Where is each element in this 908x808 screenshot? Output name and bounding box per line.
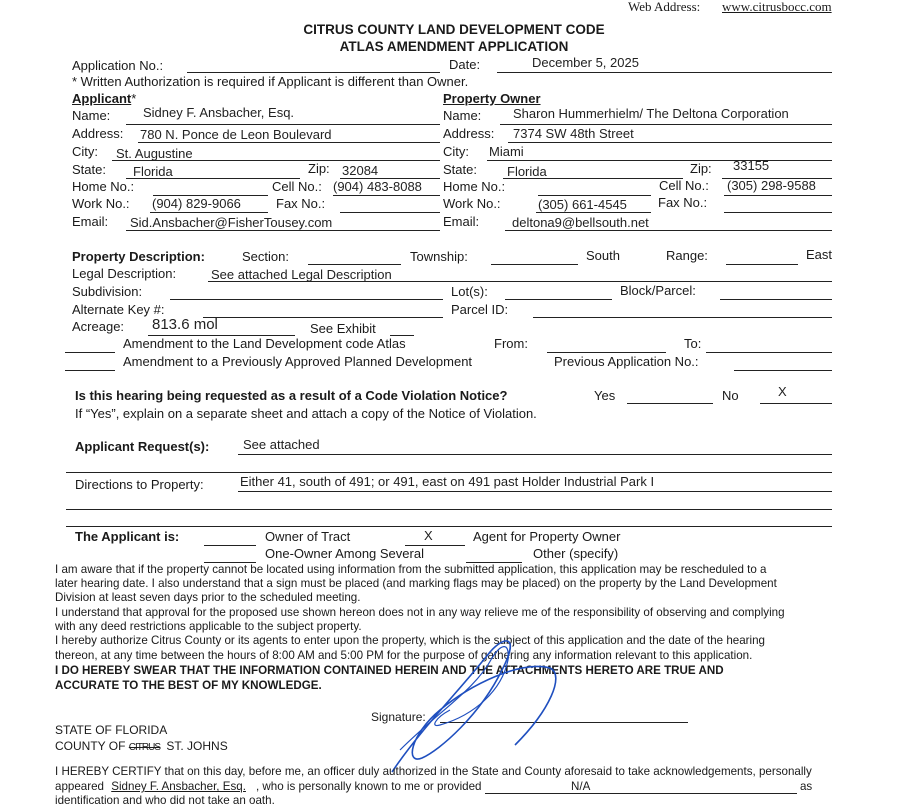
applicant-name-field[interactable] (126, 124, 440, 125)
violation-note: If “Yes”, explain on a separate sheet and attach a copy of the Notice of Violation. (75, 406, 537, 421)
lots-field[interactable] (505, 299, 612, 300)
applicant-work-value: (904) 829-9066 (152, 196, 241, 211)
owner-address-field[interactable] (508, 142, 832, 143)
applicant-request-label: Applicant Request(s): (75, 439, 210, 454)
township-direction: South (586, 248, 620, 263)
violation-no-label: No (722, 388, 739, 403)
form-title: CITRUS COUNTY LAND DEVELOPMENT CODE (303, 22, 605, 37)
block-parcel-field[interactable] (720, 299, 832, 300)
appeared-label: appeared (55, 780, 104, 793)
statement-line: I hereby authorize Citrus County or its agents to enter upon the property, which is the subject of this application and the date of the hearing (55, 634, 766, 647)
applicant-heading-text: Applicant (72, 91, 132, 106)
applicant-state-value: Florida (133, 164, 173, 179)
county-label: COUNTY OF (55, 739, 126, 753)
previous-application-label: Previous Application No.: (554, 354, 699, 369)
statement-line: I understand that approval for the proposed use shown hereon does not in any way relieve me of the responsibility of observing and complying (55, 606, 785, 619)
owner-cell-label: Cell No.: (659, 178, 709, 193)
applicant-request-field[interactable] (238, 454, 832, 455)
statement-line: thereon, at any time between the hours of 8:00 AM and 5:00 PM for the purpose of gathering any information relevant to this application. (55, 649, 753, 662)
applicant-zip-label: Zip: (308, 161, 330, 176)
applicant-city-value: St. Augustine (116, 146, 193, 161)
property-description-heading: Property Description: (72, 249, 205, 264)
applicant-city-label: City: (72, 144, 98, 159)
applicant-state-label: State: (72, 162, 106, 177)
range-direction: East (806, 247, 833, 262)
owner-zip-value: 33155 (733, 158, 770, 173)
owner-heading: Property Owner (443, 91, 541, 106)
as-text: as (799, 780, 813, 793)
amend-pd-label: Amendment to a Previously Approved Planned Development (123, 354, 473, 369)
oath-line: I DO HEREBY SWEAR THAT THE INFORMATION CONTAINED HEREIN AND THE ATTACHMENTS HERETO ARE TRUE AND (55, 664, 724, 677)
owner-fax-label: Fax No.: (658, 195, 708, 210)
parcel-id-field[interactable] (533, 317, 832, 318)
owner-zip-label: Zip: (690, 161, 712, 176)
date-field[interactable] (497, 72, 832, 73)
county-struck: CITRUS (128, 742, 161, 753)
owner-name-field[interactable] (500, 124, 832, 125)
amend-pd-checkbox[interactable] (65, 370, 115, 371)
directions-line-2[interactable] (66, 509, 832, 510)
one-owner-label: One-Owner Among Several (265, 546, 424, 561)
applicant-address-label: Address: (72, 126, 124, 141)
county-value: ST. JOHNS (166, 739, 228, 753)
directions-field[interactable] (238, 491, 832, 492)
applicant-email-label: Email: (72, 214, 109, 229)
applicant-request-line-2[interactable] (66, 472, 832, 473)
agent-mark: X (424, 528, 433, 543)
applicant-cell-value: (904) 483-8088 (333, 179, 422, 194)
amend-atlas-checkbox[interactable] (65, 352, 115, 353)
owner-cell-field[interactable] (724, 195, 832, 196)
directions-value: Either 41, south of 491; or 491, east on 491 past Holder Industrial Park I (240, 474, 655, 489)
owner-name-value: Sharon Hummerhielm/ The Deltona Corporation (513, 106, 789, 121)
applicant-is-label: The Applicant is: (75, 529, 180, 544)
range-label: Range: (666, 248, 708, 263)
section-label: Section: (242, 249, 289, 264)
applicant-fax-field[interactable] (340, 212, 440, 213)
applicant-name-label: Name: (72, 108, 111, 123)
date-label: Date: (449, 57, 481, 72)
section-field[interactable] (308, 264, 401, 265)
agent-label: Agent for Property Owner (473, 529, 621, 544)
subdivision-field[interactable] (170, 299, 443, 300)
owner-home-label: Home No.: (443, 179, 506, 194)
statement-line: later hearing date. I also understand that a sign must be placed (and marking flags may be placed) on the property by the Land Development (55, 577, 777, 590)
statement-line: I am aware that if the property cannot be located using information from the submitted application, this application may be rescheduled to a (55, 563, 767, 576)
signature-label: Signature: (371, 710, 426, 724)
violation-no-field[interactable] (760, 403, 832, 404)
applicant-fax-label: Fax No.: (276, 196, 326, 211)
owner-address-label: Address: (443, 126, 495, 141)
application-no-field[interactable] (187, 72, 440, 73)
asterisk: * (131, 91, 137, 106)
form-subtitle: ATLAS AMENDMENT APPLICATION (339, 39, 569, 54)
applicant-cell-label: Cell No.: (272, 179, 322, 194)
alternate-key-label: Alternate Key #: (72, 302, 165, 317)
owner-state-value: Florida (507, 164, 547, 179)
owner-email-label: Email: (443, 214, 480, 229)
directions-line-3[interactable] (66, 526, 832, 527)
web-address-label: Web Address: (628, 0, 701, 14)
owner-of-tract-checkbox[interactable] (204, 545, 256, 546)
legal-description-value: See attached Legal Description (211, 267, 392, 282)
violation-no-mark: X (778, 384, 787, 399)
certify-line-2 (55, 780, 845, 794)
amend-atlas-label: Amendment to the Land Development code Atlas (123, 336, 406, 351)
legal-description-label: Legal Description: (72, 266, 177, 281)
block-parcel-label: Block/Parcel: (620, 283, 696, 298)
violation-yes-label: Yes (594, 388, 616, 403)
owner-work-label: Work No.: (443, 196, 501, 211)
owner-of-tract-label: Owner of Tract (265, 529, 351, 544)
township-label: Township: (410, 249, 468, 264)
from-label: From: (494, 336, 528, 351)
certify-line-1: I HEREBY CERTIFY that on this day, before me, an officer duly authorized in the State and County aforesaid to take acknowledgements, personally (55, 765, 812, 778)
state-of-florida: STATE OF FLORIDA (55, 723, 168, 737)
other-label: Other (specify) (533, 546, 619, 561)
web-address-link[interactable]: www.citrusbocc.com (722, 0, 832, 14)
to-label: To: (684, 336, 702, 351)
applicant-address-value: 780 N. Ponce de Leon Boulevard (140, 127, 332, 142)
lots-label: Lot(s): (451, 284, 488, 299)
applicant-zip-value: 32084 (342, 163, 379, 178)
owner-city-value: Miami (489, 144, 524, 159)
acreage-value: 813.6 mol (152, 316, 218, 333)
from-field[interactable] (547, 352, 666, 353)
authorization-note: * Written Authorization is required if Applicant is different than Owner. (72, 74, 469, 89)
applicant-work-field[interactable] (150, 212, 268, 213)
identification-provided[interactable] (485, 780, 797, 794)
owner-cell-value: (305) 298-9588 (727, 178, 816, 193)
applicant-email-value: Sid.Ansbacher@FisherTousey.com (130, 215, 333, 230)
subdivision-label: Subdivision: (72, 284, 143, 299)
identification-value: N/A (571, 780, 591, 793)
acreage-label: Acreage: (72, 319, 125, 334)
appeared-name[interactable]: Sidney F. Ansbacher, Esq. (111, 780, 246, 793)
statement-line: with any deed restrictions applicable to the subject property. (55, 620, 362, 633)
applicant-home-label: Home No.: (72, 179, 135, 194)
see-exhibit-label: See Exhibit (310, 321, 376, 336)
code-violation-question: Is this hearing being requested as a result of a Code Violation Notice? (75, 388, 508, 403)
certify-line-3: identification and who did not take an oath. (55, 794, 275, 807)
applicant-heading (72, 91, 136, 107)
directions-label: Directions to Property: (75, 477, 204, 492)
owner-work-value: (305) 661-4545 (538, 197, 627, 212)
to-field[interactable] (706, 352, 832, 353)
application-no-label: Application No.: (72, 58, 164, 73)
owner-city-label: City: (443, 144, 469, 159)
applicant-cell-field[interactable] (333, 195, 440, 196)
handwritten-signature (380, 630, 600, 780)
previous-application-field[interactable] (734, 370, 832, 371)
applicant-name-value: Sidney F. Ansbacher, Esq. (143, 105, 295, 120)
township-field[interactable] (491, 264, 578, 265)
alternate-key-field[interactable] (203, 317, 443, 318)
owner-name-label: Name: (443, 108, 482, 123)
owner-fax-field[interactable] (724, 212, 832, 213)
parcel-id-label: Parcel ID: (451, 302, 509, 317)
applicant-work-label: Work No.: (72, 196, 130, 211)
owner-city-field[interactable] (487, 160, 832, 161)
owner-address-value: 7374 SW 48th Street (513, 126, 634, 141)
range-field[interactable] (726, 264, 798, 265)
known-text: , who is personally known to me or provided (255, 780, 482, 793)
oath-line: ACCURATE TO THE BEST OF MY KNOWLEDGE. (55, 679, 322, 692)
violation-yes-field[interactable] (627, 403, 713, 404)
statement-line: Division at least seven days prior to the scheduled meeting. (55, 591, 361, 604)
owner-state-label: State: (443, 162, 477, 177)
date-value: December 5, 2025 (532, 55, 639, 70)
owner-home-field[interactable] (538, 195, 651, 196)
applicant-request-value: See attached (243, 437, 320, 452)
county-line (55, 738, 228, 756)
owner-email-value: deltona9@bellsouth.net (512, 215, 649, 230)
